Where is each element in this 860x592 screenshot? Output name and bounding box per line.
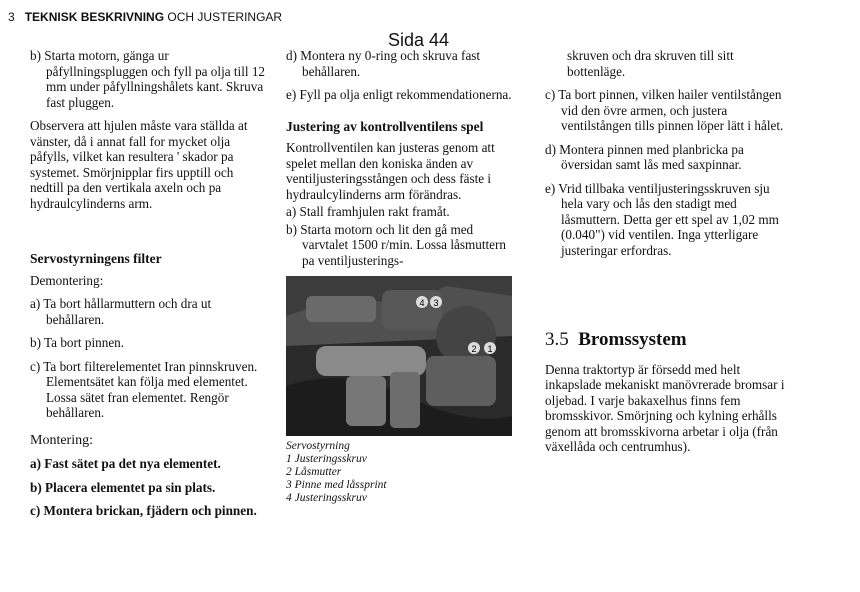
just-step-b: b) Starta motorn och lit den gå med varvtalet 1500 r/min. Lossa låsmuttern pa ventiljusterings-: [286, 221, 506, 268]
photo-label-3: 3: [433, 298, 439, 308]
subheading-demontering: Demontering:: [30, 272, 104, 288]
photo-label-2: 2: [471, 344, 477, 354]
section-title: Bromssystem: [578, 329, 687, 350]
photo-label-4: 4: [419, 298, 425, 308]
mont-step-c: c) Montera brickan, fjädern och pinnen.: [30, 503, 257, 518]
chapter-number: 3: [8, 10, 15, 24]
section-number: 3.5: [545, 329, 569, 350]
paragraph-observera: Observera att hjulen måste vara ställda at vänster, då i annat fall for mycket olja påfylls, vilket kan resultera ' skador pa systemet. Smörjnipplar firs upptill och nedtill pa den vertikala axeln och pa hydraulcylinderns arm.: [30, 118, 248, 211]
caption-item-1: 1 Justeringsskruv: [286, 453, 367, 465]
section-heading: [545, 329, 785, 350]
caption-item-3: 3 Pinne med låssprint: [286, 479, 387, 491]
servo-photo: [286, 276, 512, 436]
demont-step-a: a) Ta bort hållarmuttern och dra ut behållaren.: [30, 296, 212, 327]
column-3: [545, 48, 785, 463]
photo-label-1: 1: [487, 344, 493, 354]
continued-text: skruven och dra skruven till sitt bottenläge.: [567, 48, 734, 79]
subheading-montering: Montering:: [30, 432, 93, 448]
column-2: [286, 48, 520, 505]
caption-item-2: 2 Låsmutter: [286, 466, 342, 478]
step-b-fill: b) Starta motorn, gänga ur påfyllningspluggen och fyll pa olja till 12 mm under påfyllningshålets kant. Skruva fast pluggen.: [30, 48, 266, 110]
paragraph-brake: Denna traktortyp är försedd med helt inkapslade mekaniskt manövrerade bromsar i oljebad. I varje bakaxelhus finns fem bromsskivor. Smörjning och kylning erhålls genom att bromsskivorna arbetar i olja (från växellåda och centrumhus).: [545, 361, 785, 454]
column-1: [30, 48, 266, 527]
chapter-title-bold: TEKNISK BESKRIVNING: [24, 10, 165, 24]
running-header: [8, 10, 282, 24]
page-label: Sida 44: [388, 30, 450, 50]
step-e-oil: e) Fyll pa olja enligt rekommendationerna.: [286, 87, 512, 102]
heading-filter: Servostyrningens filter: [30, 251, 162, 266]
demont-step-b: b) Ta bort pinnen.: [30, 335, 125, 350]
paragraph-kontrollventil: Kontrollventilen kan justeras genom att spelet mellan den koniska änden av ventiljusteringsstången och dess fäste i hydraulcylinderns arm förändras.: [286, 140, 495, 202]
caption-item-4: 4 Justeringsskruv: [286, 492, 367, 504]
heading-justering: Justering av kontrollventilens spel: [286, 118, 484, 134]
caption-title: Servostyrning: [286, 440, 350, 452]
step-d-mount: d) Montera ny 0-ring och skruva fast behållaren.: [286, 48, 481, 79]
chapter-title-rest: OCH JUSTERINGAR: [164, 10, 283, 24]
step-d-washer: d) Montera pinnen med planbricka pa översidan samt lås med saxpinnar.: [545, 141, 744, 172]
step-c-pin: c) Ta bort pinnen, vilken hailer ventilstången vid den övre armen, och justera ventilstången tills pinnen löper lätt i hålet.: [545, 87, 784, 133]
step-e-turn: e) Vrid tillbaka ventiljusteringsskruven sju hela vary och lås den stadigt med låsmuttern. Detta ger ett spel av 1,02 mm (0.040") vid ventilen. Inga ytterligare justeringar erfordras.: [545, 180, 779, 258]
just-step-a: a) Stall framhjulen rakt framåt.: [286, 204, 450, 219]
mont-step-b: b) Placera elementet pa sin plats.: [30, 479, 216, 495]
demont-step-c: c) Ta bort filterelementet Iran pinnskruven. Elementsätet kan följa med elementet. Lossa sätet fran elementet. Rengör behållaren.: [30, 358, 258, 420]
mont-step-a: a) Fast sätet pa det nya elementet.: [30, 456, 221, 471]
